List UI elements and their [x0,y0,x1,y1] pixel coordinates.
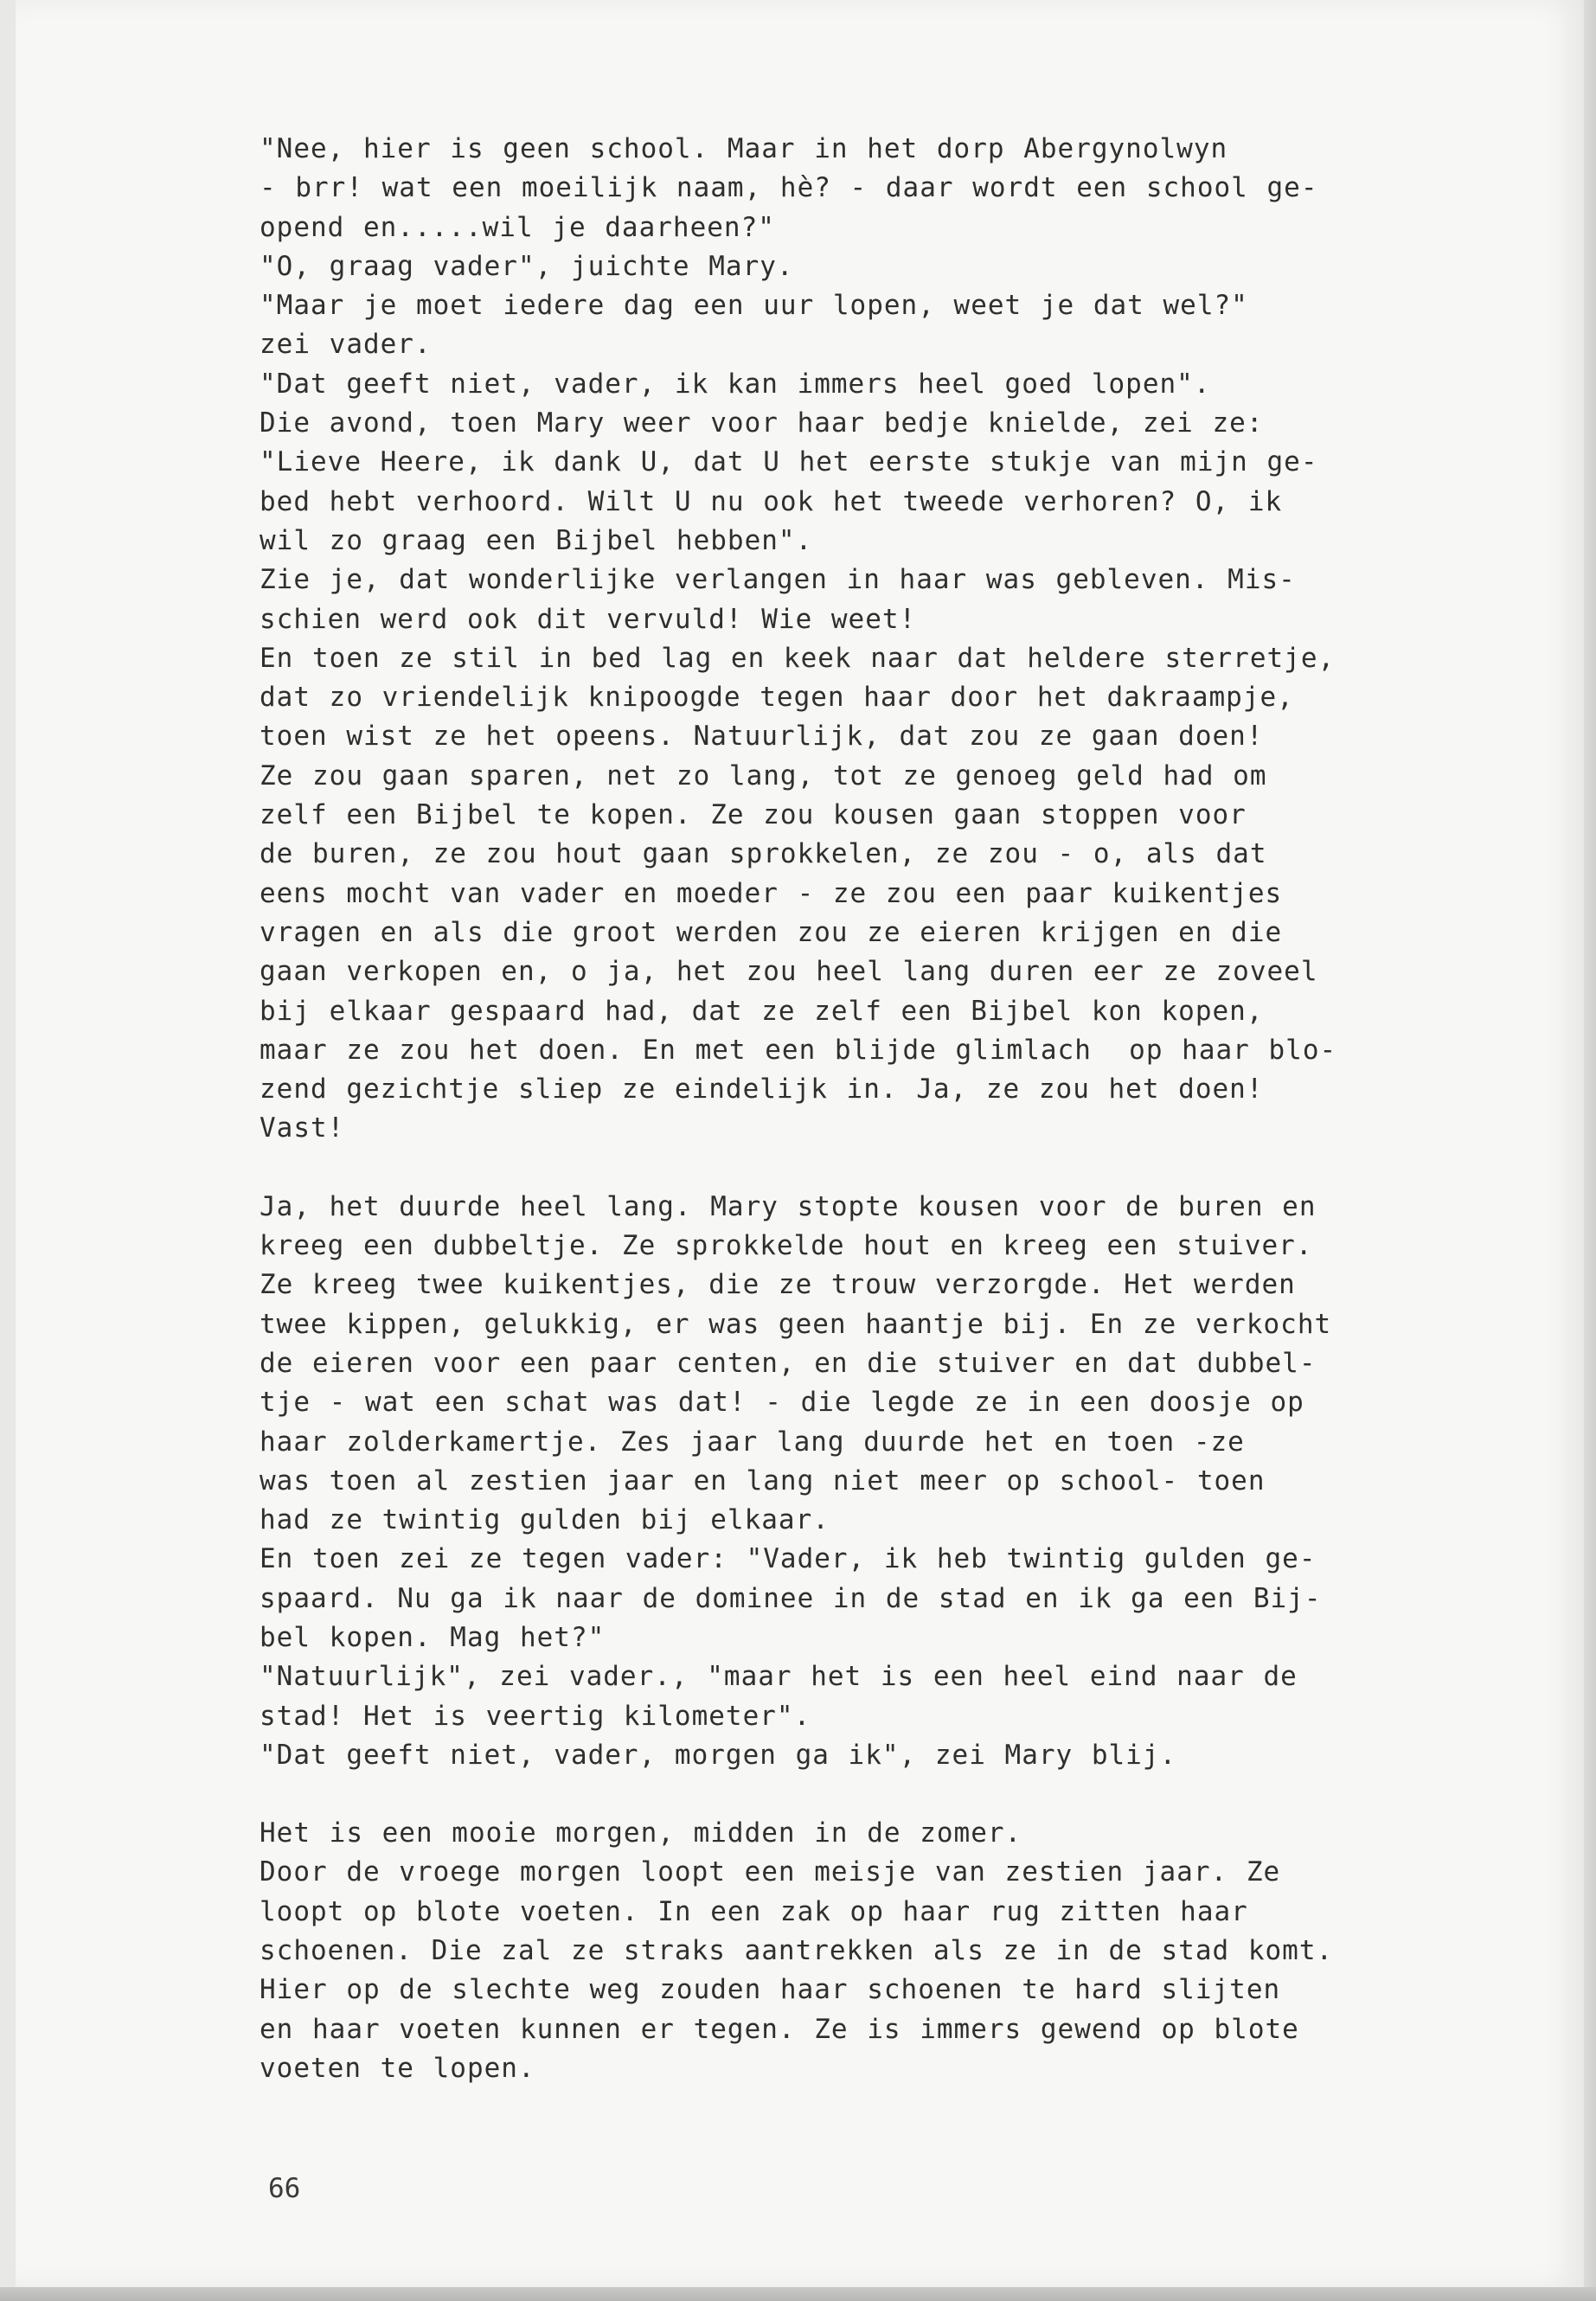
text-line: Zie je, dat wonderlijke verlangen in haar was gebleven. Mis- [260,564,1296,596]
paragraph-3 [260,1814,1514,2088]
text-line: "O, graag vader", juichte Mary. [260,250,794,282]
text-line: voeten te lopen. [260,2052,535,2084]
text-line: "Lieve Heere, ik dank U, dat U het eerste stukje van mijn ge- [260,446,1318,478]
text-line: kreeg een dubbeltje. Ze sprokkelde hout en kreeg een stuiver. [260,1230,1313,1262]
paragraph-1 [260,130,1514,1149]
text-line: Door de vroege morgen loopt een meisje van zestien jaar. Ze [260,1856,1281,1888]
text-line: Ze kreeg twee kuikentjes, die ze trouw verzorgde. Het werden [260,1269,1296,1301]
text-line: bed hebt verhoord. Wilt U nu ook het tweede verhoren? O, ik [260,485,1283,517]
text-line: bij elkaar gespaard had, dat ze zelf een Bijbel kon kopen, [260,995,1264,1027]
text-line: dat zo vriendelijk knipoogde tegen haar door het dakraampje, [260,682,1294,714]
text-line: En toen ze stil in bed lag en keek naar dat heldere sterretje, [260,642,1336,674]
text-line: eens mocht van vader en moeder - ze zou een paar kuikentjes [260,877,1283,909]
text-line: stad! Het is veertig kilometer". [260,1700,811,1732]
text-line: zend gezichtje sliep ze eindelijk in. Ja, ze zou het doen! [260,1074,1264,1106]
text-line: "Maar je moet iedere dag een uur lopen, weet je dat wel?" [260,290,1248,322]
text-line: loopt op blote voeten. In een zak op haar rug zitten haar [260,1895,1248,1927]
text-line: de buren, ze zou hout gaan sprokkelen, ze zou - o, als dat [260,838,1267,870]
text-line: haar zolderkamertje. Zes jaar lang duurde het en toen -ze [260,1426,1245,1458]
text-line: "Natuurlijk", zei vader., "maar het is een heel eind naar de [260,1661,1298,1693]
text-line: "Nee, hier is geen school. Maar in het dorp Abergynolwyn [260,133,1228,164]
text-line: schoenen. Die zal ze straks aantrekken als ze in de stad komt. [260,1935,1334,1967]
body-text [260,130,1514,2088]
text-line: En toen zei ze tegen vader: "Vader, ik heb twintig gulden ge- [260,1543,1317,1575]
text-line: zei vader. [260,329,432,361]
paragraph-gap [260,1775,1514,1814]
text-line: gaan verkopen en, o ja, het zou heel lang duren eer ze zoveel [260,956,1318,988]
text-line: Hier op de slechte weg zouden haar schoenen te hard slijten [260,1974,1281,2006]
text-line: was toen al zestien jaar en lang niet meer op school- toen [260,1465,1266,1497]
text-line: twee kippen, gelukkig, er was geen haantje bij. En ze verkocht [260,1308,1332,1340]
text-line: bel kopen. Mag het?" [260,1621,606,1653]
text-line: "Dat geeft niet, vader, ik kan immers heel goed lopen". [260,368,1211,400]
text-line: spaard. Nu ga ik naar de dominee in de stad en ik ga een Bij- [260,1582,1322,1614]
text-line: Vast! [260,1112,345,1144]
page-edge-shadow [1584,0,1596,2301]
text-line: - brr! wat een moeilijk naam, hè? - daar wordt een school ge- [260,172,1318,204]
text-line: Het is een mooie morgen, midden in de zomer. [260,1817,1022,1849]
text-line: "Dat geeft niet, vader, morgen ga ik", zei Mary blij. [260,1739,1177,1771]
text-line: Ja, het duurde heel lang. Mary stopte kousen voor de buren en [260,1190,1317,1222]
text-line: opend en.....wil je daarheen?" [260,211,775,243]
text-line: had ze twintig gulden bij elkaar. [260,1504,830,1536]
text-line: wil zo graag een Bijbel hebben". [260,524,813,556]
paragraph-2 [260,1188,1514,1775]
text-line: toen wist ze het opeens. Natuurlijk, dat zou ze gaan doen! [260,721,1264,753]
text-line: tje - wat een schat was dat! - die legde ze in een doosje op [260,1387,1304,1419]
text-line: Ze zou gaan sparen, net zo lang, tot ze genoeg geld had om [260,760,1267,792]
text-line: de eieren voor een paar centen, en die stuiver en dat dubbel- [260,1347,1317,1379]
text-line: Die avond, toen Mary weer voor haar bedje knielde, zei ze: [260,407,1264,439]
text-line: zelf een Bijbel te kopen. Ze zou kousen gaan stoppen voor [260,799,1247,831]
text-line: vragen en als die groot werden zou ze eieren krijgen en die [260,916,1283,948]
text-line: en haar voeten kunnen er tegen. Ze is immers gewend op blote [260,2013,1299,2045]
page-number: 66 [268,2173,301,2204]
text-line: maar ze zou het doen. En met een blijde glimlach op haar blo- [260,1034,1337,1066]
page-bottom-edge [0,2287,1596,2301]
paragraph-gap [260,1149,1514,1188]
text-line: schien werd ook dit vervuld! Wie weet! [260,603,917,635]
